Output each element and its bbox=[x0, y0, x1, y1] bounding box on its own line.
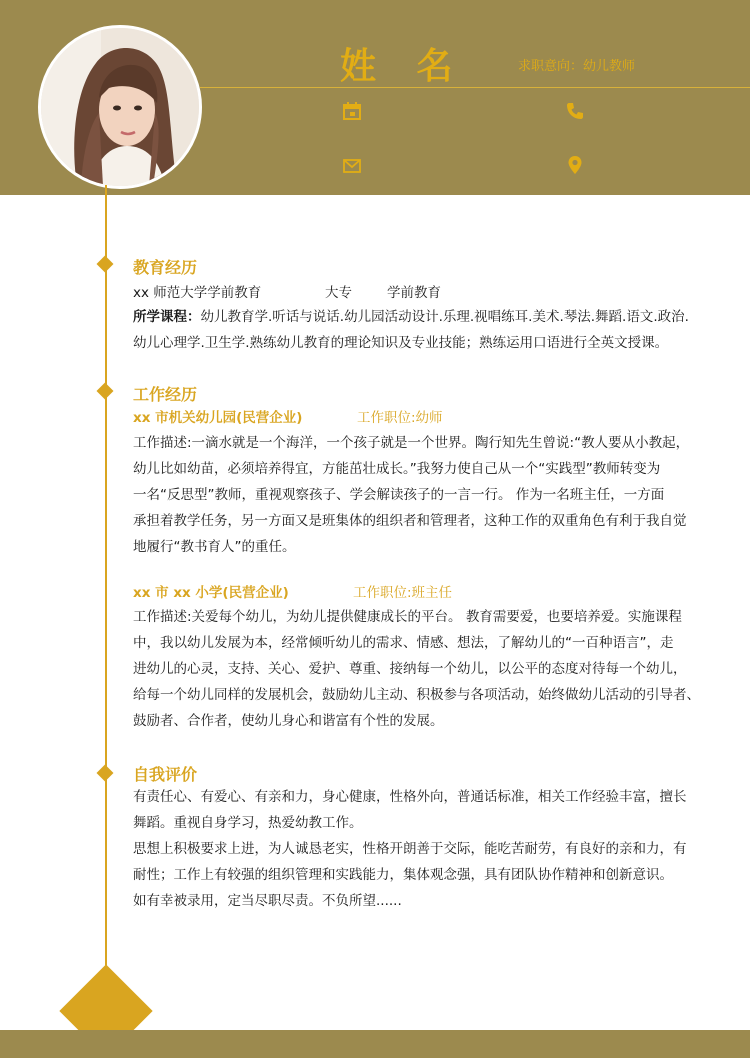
self-evaluation-line: 思想上积极要求上进，为人诚恳老实，性格开朗善于交际，能吃苦耐劳，有良好的亲和力，有 bbox=[133, 841, 687, 857]
self-evaluation-line: 有责任心、有爱心、有亲和力，身心健康，性格外向，普通话标准，相关工作经验丰富，擅长 bbox=[133, 789, 687, 805]
courses-label: 所学课程： bbox=[133, 309, 201, 325]
timeline-marker-work bbox=[97, 383, 114, 400]
job-description-line: 鼓励者、合作者，使幼儿身心和谐富有个性的发展。 bbox=[133, 713, 444, 729]
section-title-education: 教育经历 bbox=[133, 258, 198, 277]
timeline-marker-self bbox=[97, 765, 114, 782]
section-title-self-evaluation: 自我评价 bbox=[133, 765, 198, 784]
job-position: 工作职位:幼师 bbox=[357, 410, 443, 426]
self-evaluation-line: 舞蹈。重视自身学习，热爱幼教工作。 bbox=[133, 815, 363, 831]
footer-band bbox=[0, 1030, 750, 1058]
job-description bbox=[133, 604, 703, 734]
portrait-illustration bbox=[41, 28, 199, 186]
self-evaluation-line: 如有幸被录用，定当尽职尽责。不负所望...... bbox=[133, 893, 402, 909]
job-description-line: 一名“反思型”教师，重视观察孩子、学会解读孩子的一言一行。 作为一名班主任，一方面 bbox=[133, 487, 665, 503]
phone-icon bbox=[565, 101, 585, 121]
job-description-line: 中，我以幼儿发展为本，经常倾听幼儿的需求、情感、想法，了解幼儿的“一百种语言”，走 bbox=[133, 635, 674, 651]
courses-line: 幼儿心理学.卫生学.熟练幼儿教育的理论知识及专业技能；熟练运用口语进行全英文授课。 bbox=[133, 335, 669, 351]
job-org: xx 市机关幼儿园(民营企业) bbox=[133, 410, 303, 426]
header-divider bbox=[200, 87, 750, 88]
timeline-marker-education bbox=[97, 256, 114, 273]
job-description-line: 幼儿比如幼苗，必须培养得宜，方能茁壮成长。”我努力使自己从一个“实践型”教师转变为 bbox=[133, 461, 661, 477]
courses-line: 幼儿教育学.听话与说话.幼儿园活动设计.乐理.视唱练耳.美术.琴法.舞蹈.语文.政治. bbox=[200, 309, 689, 325]
job-description-line: 工作描述:一滴水就是一个海洋，一个孩子就是一个世界。陶行知先生曾说:“教人要从小教起， bbox=[133, 435, 690, 451]
candidate-name: 姓 名 bbox=[340, 46, 467, 87]
job-description-line: 进幼儿的心灵，支持、关心、爱护、尊重、接纳每一个幼儿，以公平的态度对待每一个幼儿， bbox=[133, 661, 687, 677]
education-major: 学前教育 bbox=[387, 285, 441, 301]
job-description-line: 承担着教学任务，另一方面又是班集体的组织者和管理者，这种工作的双重角色有利于我自觉 bbox=[133, 513, 687, 529]
self-evaluation-text bbox=[133, 784, 703, 914]
job-description-line: 工作描述:关爱每个幼儿，为幼儿提供健康成长的平台。 教育需要爱，也要培养爱。实施课程 bbox=[133, 609, 682, 625]
education-courses bbox=[133, 304, 703, 356]
job-position: 工作职位:班主任 bbox=[353, 585, 453, 601]
timeline-line bbox=[105, 185, 107, 985]
job-intent: 求职意向：幼儿教师 bbox=[518, 59, 636, 74]
profile-photo bbox=[38, 25, 202, 189]
job-org: xx 市 xx 小学(民营企业) bbox=[133, 585, 289, 601]
email-icon bbox=[342, 156, 362, 176]
self-evaluation-line: 耐性；工作上有较强的组织管理和实践能力，集体观念强，具有团队协作精神和创新意识。 bbox=[133, 867, 673, 883]
job-description bbox=[133, 430, 703, 560]
location-icon bbox=[565, 155, 585, 175]
calendar-icon bbox=[342, 101, 362, 121]
job-description-line: 地履行“教书育人”的重任。 bbox=[133, 539, 296, 555]
job-description-line: 给每一个幼儿同样的发展机会，鼓励幼儿主动、积极参与各项活动，始终做幼儿活动的引导者、 bbox=[133, 687, 700, 703]
education-school: xx 师范大学学前教育 bbox=[133, 285, 262, 301]
education-degree: 大专 bbox=[325, 285, 352, 301]
section-title-work: 工作经历 bbox=[133, 385, 198, 404]
